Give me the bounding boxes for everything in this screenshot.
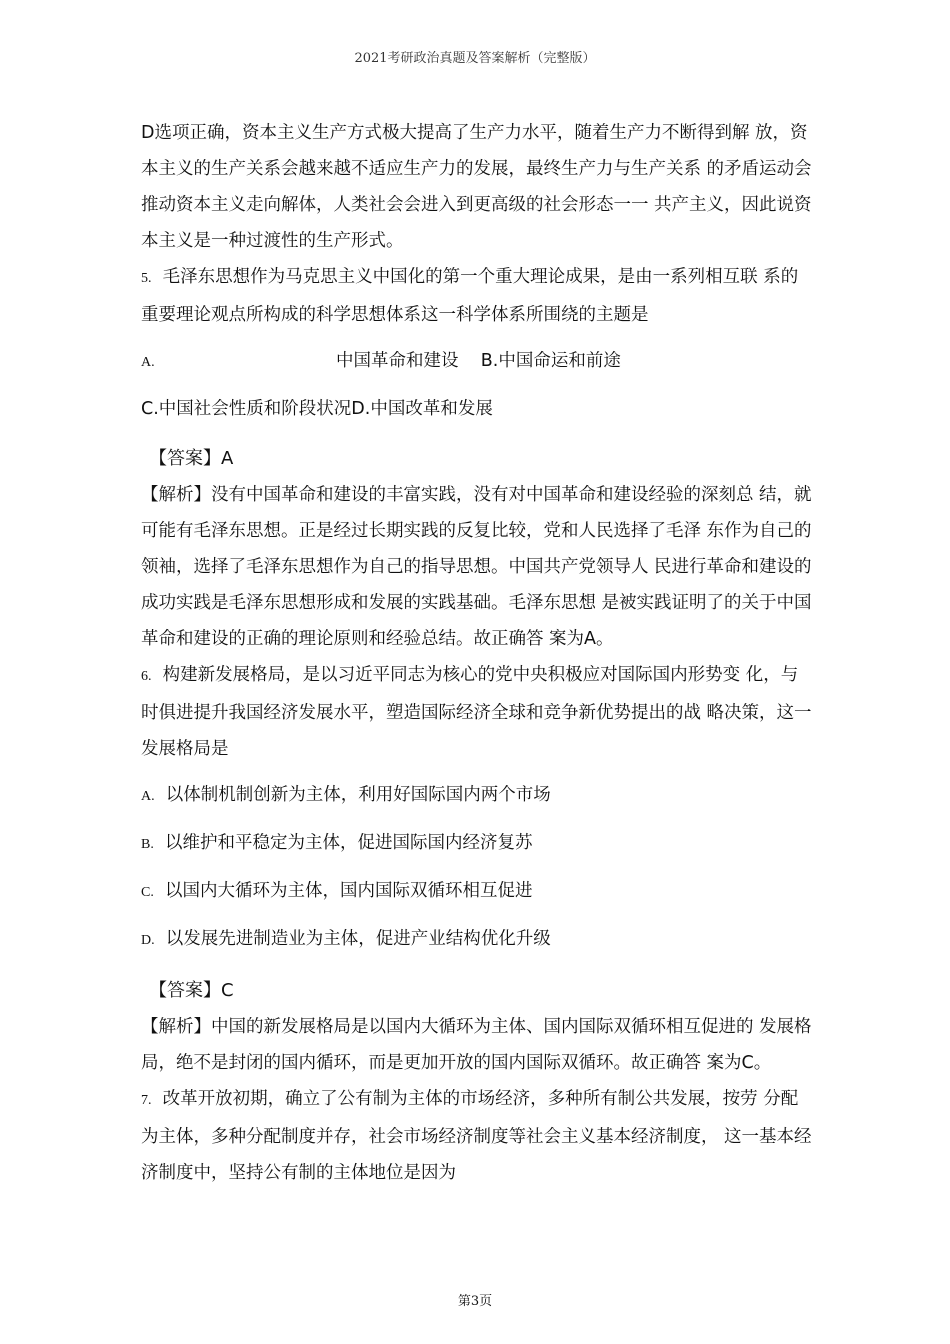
question-5-analysis: 【解析】没有中国革命和建设的丰富实践，没有对中国革命和建设经验的深刻总 结，就可能有毛泽东思想。正是经过长期实践的反复比较，党和人民选择了毛泽 东作为自己的领袖，选择了毛泽东思想作为自己的指导思想。中国共产党领导人 民进行革命和建设的成功实践是毛泽东思想形成和发展的实践基础。毛泽东思想 是被实践证明了的关于中国革命和建设的正确的理论原则和经验总结。故正确答 案为A。 — [141, 485, 812, 649]
question-6-number: 6. — [141, 669, 152, 684]
question-5-option-c: C.中国社会性质和阶段状况 — [141, 399, 352, 419]
question-5-options-cd — [141, 391, 813, 427]
question-5-option-a-text: 中国革命和建设 — [336, 351, 459, 371]
question-6-option-c-label: C. — [141, 885, 154, 900]
question-5-option-a-label: A. — [141, 355, 155, 370]
question-5-options-ab — [141, 343, 813, 381]
question-6-option-a — [141, 777, 813, 815]
question-6-option-c — [141, 873, 813, 911]
question-6-option-a-text: 以体制机制创新为主体，利用好国际国内两个市场 — [165, 785, 551, 805]
question-7-text: 改革开放初期，确立了公有制为主体的市场经济，多种所有制公共发展，按劳 分配为主体，多种分配制度并存，社会市场经济制度等社会主义基本经济制度， 这一基本经济制度中，坚持公有制的主体地位是因为 — [141, 1089, 812, 1183]
question-5 — [141, 259, 813, 333]
question-5-text: 毛泽东思想作为马克思主义中国化的第一个重大理论成果，是由一系列相互联 系的重要理论观点所构成的科学思想体系这一科学体系所围绕的主题是 — [141, 267, 799, 325]
question-7 — [141, 1081, 813, 1191]
question-6-text: 构建新发展格局，是以习近平同志为核心的党中央积极应对国际国内形势变 化，与时俱进提升我国经济发展水平，塑造国际经济全球和竞争新优势提出的战 略决策，这一发展格局是 — [141, 665, 812, 759]
question-6-option-b — [141, 825, 813, 863]
page-header: 2021考研政治真题及答案解析（完整版） — [354, 51, 596, 66]
question-6-option-c-text: 以国内大循环为主体，国内国际双循环相互促进 — [164, 881, 533, 901]
question-6-option-d-label: D. — [141, 933, 155, 948]
question-6-option-b-text: 以维护和平稳定为主体，促进国际国内经济复苏 — [164, 833, 533, 853]
question-5-number: 5. — [141, 271, 152, 286]
question-6-analysis: 【解析】中国的新发展格局是以国内大循环为主体、国内国际双循环相互促进的 发展格局，绝不是封闭的国内循环，而是更加开放的国内国际双循环。故正确答 案为C。 — [141, 1017, 812, 1073]
document-body — [141, 115, 813, 1191]
question-6-option-d — [141, 921, 813, 959]
question-5-option-b: B.中国命运和前途 — [480, 351, 621, 371]
question-6-option-b-label: B. — [141, 837, 154, 852]
question-6 — [141, 657, 813, 767]
page-footer: 第3页 — [457, 1294, 493, 1309]
question-7-number: 7. — [141, 1093, 152, 1108]
question-6-option-d-text: 以发展先进制造业为主体，促进产业结构优化升级 — [165, 929, 551, 949]
paragraph-option-d-explanation: D选项正确，资本主义生产方式极大提高了生产力水平，随着生产力不断得到解 放，资本主义的生产关系会越来越不适应生产力的发展，最终生产力与生产关系 的矛盾运动会推动资本主义走向解体，人类社会会进入到更高级的社会形态一一 共产主义，因此说资本主义是一种过渡性的生产形式。 — [141, 123, 812, 251]
question-6-option-a-label: A. — [141, 789, 155, 804]
question-5-answer: 【答案】A — [149, 448, 234, 469]
question-6-answer: 【答案】C — [149, 980, 234, 1001]
question-5-option-d: D.中国改革和发展 — [351, 399, 493, 419]
